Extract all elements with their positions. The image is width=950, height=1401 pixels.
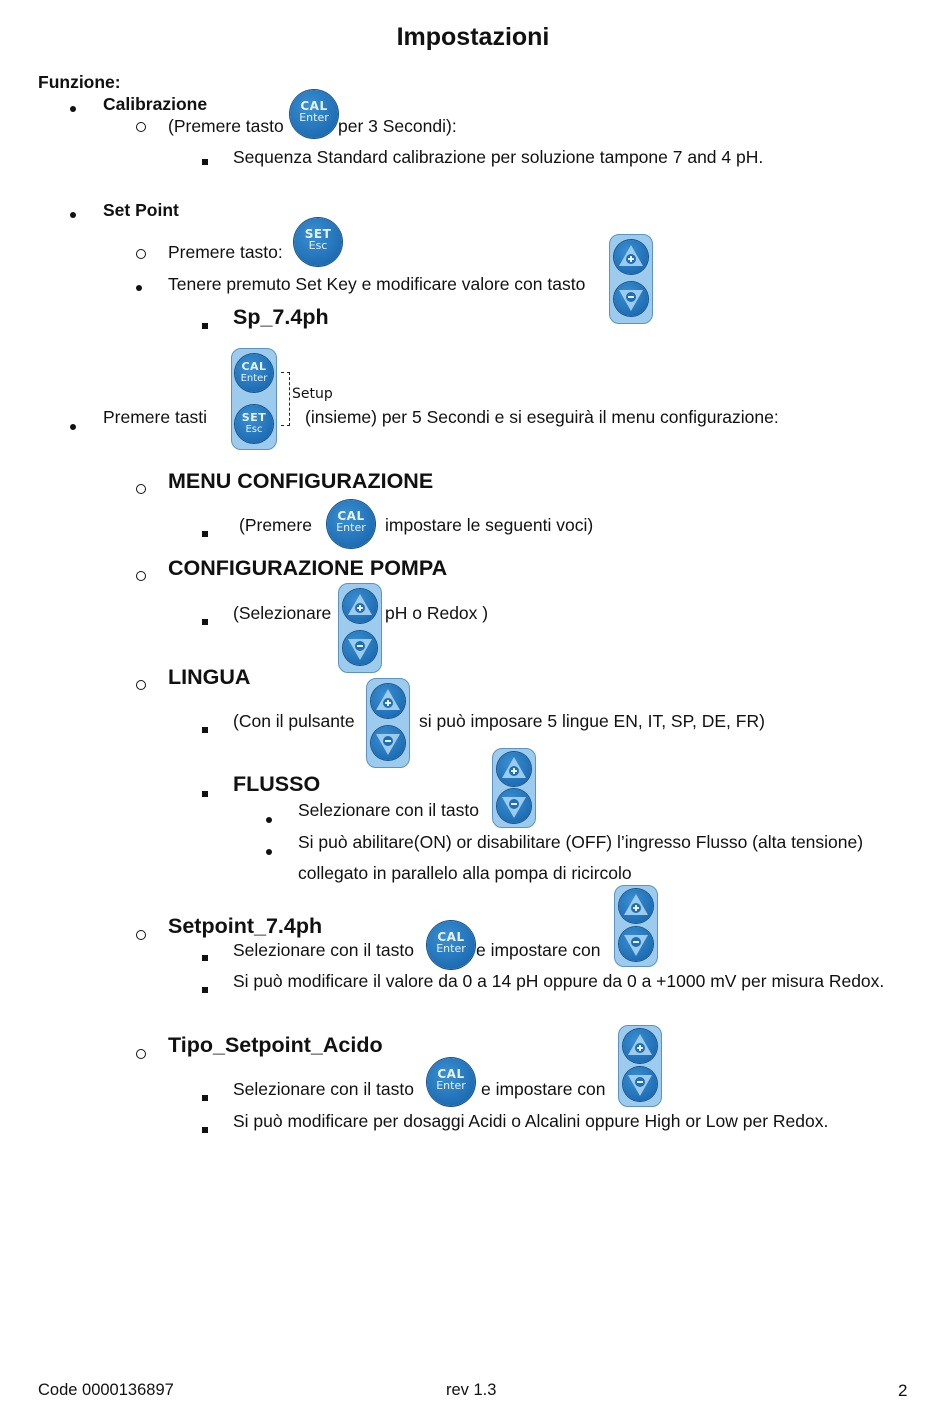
up-down-keys-icon bbox=[366, 678, 410, 768]
lingua-lingue-text: si può imposare 5 lingue EN, IT, SP, DE, FR) bbox=[419, 711, 765, 731]
bullet-dot bbox=[266, 839, 272, 860]
cal-set-keys-pair-icon bbox=[231, 348, 277, 450]
calibrazione-premere-text: (Premere tasto bbox=[168, 116, 284, 136]
premere-tasti-insieme-text: (insieme) per 5 Secondi e si eseguirà il menu configurazione: bbox=[305, 407, 779, 427]
cal-enter-key-icon: CAL Enter bbox=[427, 921, 475, 969]
setpoint-modificare-text: Si può modificare il valore da 0 a 14 pH oppure da 0 a +1000 mV per misura Redox. bbox=[233, 971, 885, 991]
tipo-setpoint-impostare-text: e impostare con bbox=[481, 1079, 606, 1099]
calibrazione-label: Calibrazione bbox=[103, 94, 208, 114]
bullet-dot bbox=[70, 202, 76, 223]
set-point-value: Sp_7.4ph bbox=[233, 305, 329, 329]
tipo-setpoint-modificare-text: Si può modificare per dosaggi Acidi o Alcalini oppure High or Low per Redox. bbox=[233, 1111, 829, 1131]
bullet-dot bbox=[70, 96, 76, 117]
funzione-label: Funzione: bbox=[38, 72, 121, 92]
bullet-square bbox=[202, 781, 208, 802]
bullet-square bbox=[202, 717, 208, 738]
flusso-heading: FLUSSO bbox=[233, 772, 321, 796]
page-number: 2 bbox=[898, 1381, 908, 1400]
bullet-dot bbox=[70, 414, 76, 435]
bullet-square bbox=[202, 521, 208, 542]
setup-bracket bbox=[281, 372, 290, 426]
bullet-square bbox=[202, 945, 208, 966]
premere-tasti-text: Premere tasti bbox=[103, 407, 208, 427]
flusso-collegato-text: collegato in parallelo alla pompa di ricircolo bbox=[298, 863, 632, 883]
configurazione-pompa-heading: CONFIGURAZIONE POMPA bbox=[168, 556, 448, 580]
setup-label: Setup bbox=[292, 386, 333, 402]
menu-configurazione-premere-text: (Premere bbox=[239, 515, 312, 535]
configurazione-pompa-ph-redox-text: pH o Redox ) bbox=[385, 603, 489, 623]
setpoint-selezionare-text: Selezionare con il tasto bbox=[233, 940, 414, 960]
bullet-square bbox=[202, 977, 208, 998]
bullet-square bbox=[202, 1117, 208, 1138]
set-point-tenere-text: Tenere premuto Set Key e modificare valore con tasto bbox=[168, 274, 586, 294]
footer-code: Code 0000136897 bbox=[38, 1381, 174, 1399]
set-point-label: Set Point bbox=[103, 200, 179, 220]
flusso-selezionare-text: Selezionare con il tasto bbox=[298, 800, 479, 820]
tipo-setpoint-heading: Tipo_Setpoint_Acido bbox=[168, 1033, 383, 1057]
up-down-keys-icon bbox=[618, 1025, 662, 1107]
cal-enter-key-icon: CAL Enter bbox=[235, 354, 273, 392]
bullet-dot bbox=[136, 275, 142, 296]
footer-rev: rev 1.3 bbox=[446, 1381, 497, 1399]
bullet-dot bbox=[266, 807, 272, 828]
cal-enter-key-icon: CAL Enter bbox=[427, 1058, 475, 1106]
lingua-pulsante-text: (Con il pulsante bbox=[233, 711, 355, 731]
bullet-square bbox=[202, 1085, 208, 1106]
up-down-keys-icon bbox=[609, 234, 653, 324]
cal-enter-key-icon: CAL Enter bbox=[290, 90, 338, 138]
bullet-circle bbox=[136, 674, 146, 695]
bullet-square bbox=[202, 609, 208, 630]
up-down-keys-icon bbox=[492, 748, 536, 828]
bullet-circle bbox=[136, 1043, 146, 1064]
set-point-premere-text: Premere tasto: bbox=[168, 242, 283, 262]
bullet-square bbox=[202, 313, 208, 334]
lingua-heading: LINGUA bbox=[168, 665, 251, 689]
cal-enter-key-icon: CAL Enter bbox=[327, 500, 375, 548]
bullet-square bbox=[202, 149, 208, 170]
up-down-keys-icon bbox=[338, 583, 382, 673]
set-esc-key-icon: SET Esc bbox=[294, 218, 342, 266]
setpoint-heading: Setpoint_7.4ph bbox=[168, 914, 323, 938]
tipo-setpoint-selezionare-text: Selezionare con il tasto bbox=[233, 1079, 414, 1099]
flusso-abilitare-text: Si può abilitare(ON) or disabilitare (OFF) l’ingresso Flusso (alta tensione) bbox=[298, 832, 864, 852]
calibrazione-secondi-text: per 3 Secondi): bbox=[338, 116, 457, 136]
set-esc-key-icon: SET Esc bbox=[235, 405, 273, 443]
bullet-circle bbox=[136, 565, 146, 586]
configurazione-pompa-selezionare-text: (Selezionare bbox=[233, 603, 332, 623]
bullet-circle bbox=[136, 243, 146, 264]
page-title: Impostazioni bbox=[396, 23, 550, 51]
up-down-keys-icon bbox=[614, 885, 658, 967]
menu-configurazione-impostare-text: impostare le seguenti voci) bbox=[385, 515, 594, 535]
bullet-circle bbox=[136, 478, 146, 499]
calibrazione-sequenza-text: Sequenza Standard calibrazione per soluzione tampone 7 and 4 pH. bbox=[233, 147, 764, 167]
bullet-circle bbox=[136, 116, 146, 137]
bullet-circle bbox=[136, 924, 146, 945]
setpoint-impostare-text: e impostare con bbox=[476, 940, 601, 960]
menu-configurazione-heading: MENU CONFIGURAZIONE bbox=[168, 469, 434, 493]
